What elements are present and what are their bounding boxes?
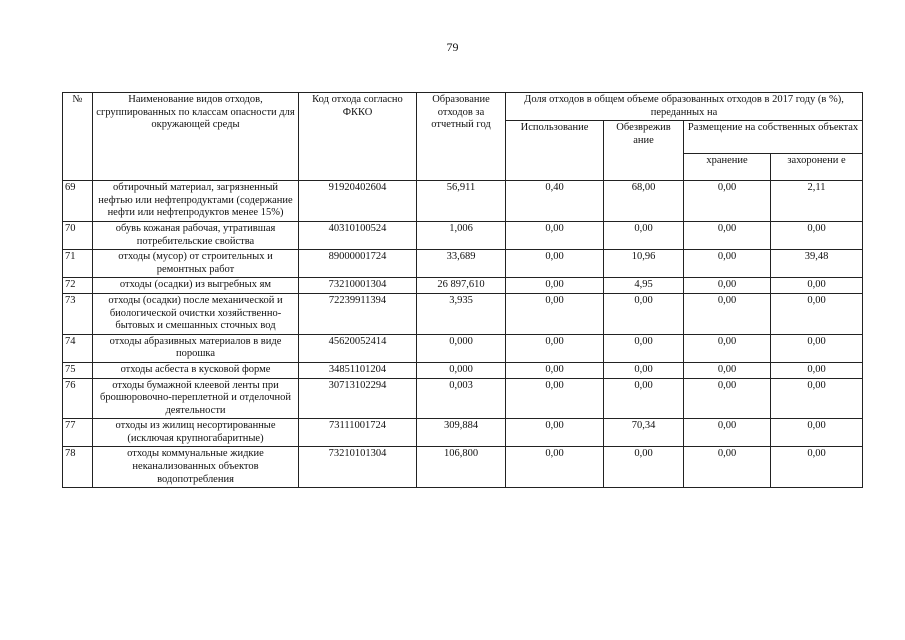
- burial-value: 39,48: [771, 250, 863, 278]
- table-body: [63, 181, 863, 488]
- neutralization-value: 70,34: [604, 419, 684, 447]
- page-number: 79: [446, 40, 459, 54]
- waste-name: отходы абразивных материалов в виде порошка: [93, 334, 299, 362]
- formation-value: 26 897,610: [417, 278, 506, 294]
- storage-value: 0,00: [684, 293, 771, 334]
- header-neutralization: Обезврежив ание: [604, 121, 684, 181]
- header-share: Доля отходов в общем объеме образованных отходов в 2017 году (в %), переданных на: [506, 93, 863, 121]
- table-header: [63, 93, 863, 181]
- header-placement: Размещение на собственных объектах: [684, 121, 863, 154]
- neutralization-value: 0,00: [604, 378, 684, 419]
- usage-value: 0,00: [506, 221, 604, 249]
- row-number: 71: [63, 250, 93, 278]
- burial-value: 0,00: [771, 378, 863, 419]
- burial-value: 0,00: [771, 278, 863, 294]
- fkko-code: 91920402604: [299, 181, 417, 222]
- burial-value: 0,00: [771, 419, 863, 447]
- usage-value: 0,00: [506, 334, 604, 362]
- header-name: Наименование видов отходов, сгруппированных по классам опасности для окружающей среды: [93, 93, 299, 181]
- storage-value: 0,00: [684, 278, 771, 294]
- table-row: [63, 250, 863, 278]
- waste-name: отходы бумажной клеевой ленты при брошюровочно-переплетной и отделочной деятельности: [93, 378, 299, 419]
- burial-value: 0,00: [771, 334, 863, 362]
- burial-value: 2,11: [771, 181, 863, 222]
- table-row: [63, 419, 863, 447]
- fkko-code: 45620052414: [299, 334, 417, 362]
- waste-name: отходы из жилищ несортированные (исключая крупногабаритные): [93, 419, 299, 447]
- fkko-code: 73111001724: [299, 419, 417, 447]
- storage-value: 0,00: [684, 181, 771, 222]
- row-number: 74: [63, 334, 93, 362]
- usage-value: 0,40: [506, 181, 604, 222]
- burial-value: 0,00: [771, 221, 863, 249]
- storage-value: 0,00: [684, 334, 771, 362]
- usage-value: 0,00: [506, 419, 604, 447]
- fkko-code: 40310100524: [299, 221, 417, 249]
- formation-value: 0,003: [417, 378, 506, 419]
- fkko-code: 89000001724: [299, 250, 417, 278]
- formation-value: 56,911: [417, 181, 506, 222]
- formation-value: 309,884: [417, 419, 506, 447]
- table-row: [63, 362, 863, 378]
- neutralization-value: 4,95: [604, 278, 684, 294]
- header-usage: Использование: [506, 121, 604, 181]
- formation-value: 0,000: [417, 362, 506, 378]
- formation-value: 1,006: [417, 221, 506, 249]
- storage-value: 0,00: [684, 419, 771, 447]
- usage-value: 0,00: [506, 378, 604, 419]
- row-number: 72: [63, 278, 93, 294]
- usage-value: 0,00: [506, 293, 604, 334]
- header-no: №: [63, 93, 93, 181]
- table-row: [63, 181, 863, 222]
- row-number: 78: [63, 447, 93, 488]
- usage-value: 0,00: [506, 447, 604, 488]
- formation-value: 3,935: [417, 293, 506, 334]
- neutralization-value: 0,00: [604, 447, 684, 488]
- usage-value: 0,00: [506, 362, 604, 378]
- storage-value: 0,00: [684, 221, 771, 249]
- neutralization-value: 0,00: [604, 293, 684, 334]
- fkko-code: 73210001304: [299, 278, 417, 294]
- table-row: [63, 334, 863, 362]
- burial-value: 0,00: [771, 362, 863, 378]
- row-number: 76: [63, 378, 93, 419]
- waste-name: отходы коммунальные жидкие неканализованных объектов водопотребления: [93, 447, 299, 488]
- row-number: 70: [63, 221, 93, 249]
- header-code: Код отхода согласно ФККО: [299, 93, 417, 181]
- header-burial: захоронени е: [771, 154, 863, 181]
- row-number: 73: [63, 293, 93, 334]
- formation-value: 106,800: [417, 447, 506, 488]
- row-number: 75: [63, 362, 93, 378]
- waste-table: [62, 92, 863, 488]
- storage-value: 0,00: [684, 378, 771, 419]
- waste-name: обувь кожаная рабочая, утратившая потребительские свойства: [93, 221, 299, 249]
- table-row: [63, 221, 863, 249]
- header-formation: Образование отходов за отчетный год: [417, 93, 506, 181]
- neutralization-value: 68,00: [604, 181, 684, 222]
- neutralization-value: 10,96: [604, 250, 684, 278]
- waste-name: отходы асбеста в кусковой форме: [93, 362, 299, 378]
- fkko-code: 30713102294: [299, 378, 417, 419]
- table-row: [63, 378, 863, 419]
- formation-value: 33,689: [417, 250, 506, 278]
- neutralization-value: 0,00: [604, 362, 684, 378]
- table-row: [63, 293, 863, 334]
- row-number: 77: [63, 419, 93, 447]
- fkko-code: 73210101304: [299, 447, 417, 488]
- storage-value: 0,00: [684, 447, 771, 488]
- table-row: [63, 278, 863, 294]
- usage-value: 0,00: [506, 278, 604, 294]
- formation-value: 0,000: [417, 334, 506, 362]
- fkko-code: 34851101204: [299, 362, 417, 378]
- waste-name: обтирочный материал, загрязненный нефтью или нефтепродуктами (содержание нефти или нефтепродуктов менее 15%): [93, 181, 299, 222]
- storage-value: 0,00: [684, 250, 771, 278]
- waste-name: отходы (мусор) от строительных и ремонтных работ: [93, 250, 299, 278]
- burial-value: 0,00: [771, 293, 863, 334]
- table-row: [63, 447, 863, 488]
- waste-name: отходы (осадки) из выгребных ям: [93, 278, 299, 294]
- neutralization-value: 0,00: [604, 221, 684, 249]
- fkko-code: 72239911394: [299, 293, 417, 334]
- neutralization-value: 0,00: [604, 334, 684, 362]
- usage-value: 0,00: [506, 250, 604, 278]
- burial-value: 0,00: [771, 447, 863, 488]
- row-number: 69: [63, 181, 93, 222]
- header-storage: хранение: [684, 154, 771, 181]
- waste-name: отходы (осадки) после механической и биологической очистки хозяйственно-бытовых и смешанных сточных вод: [93, 293, 299, 334]
- storage-value: 0,00: [684, 362, 771, 378]
